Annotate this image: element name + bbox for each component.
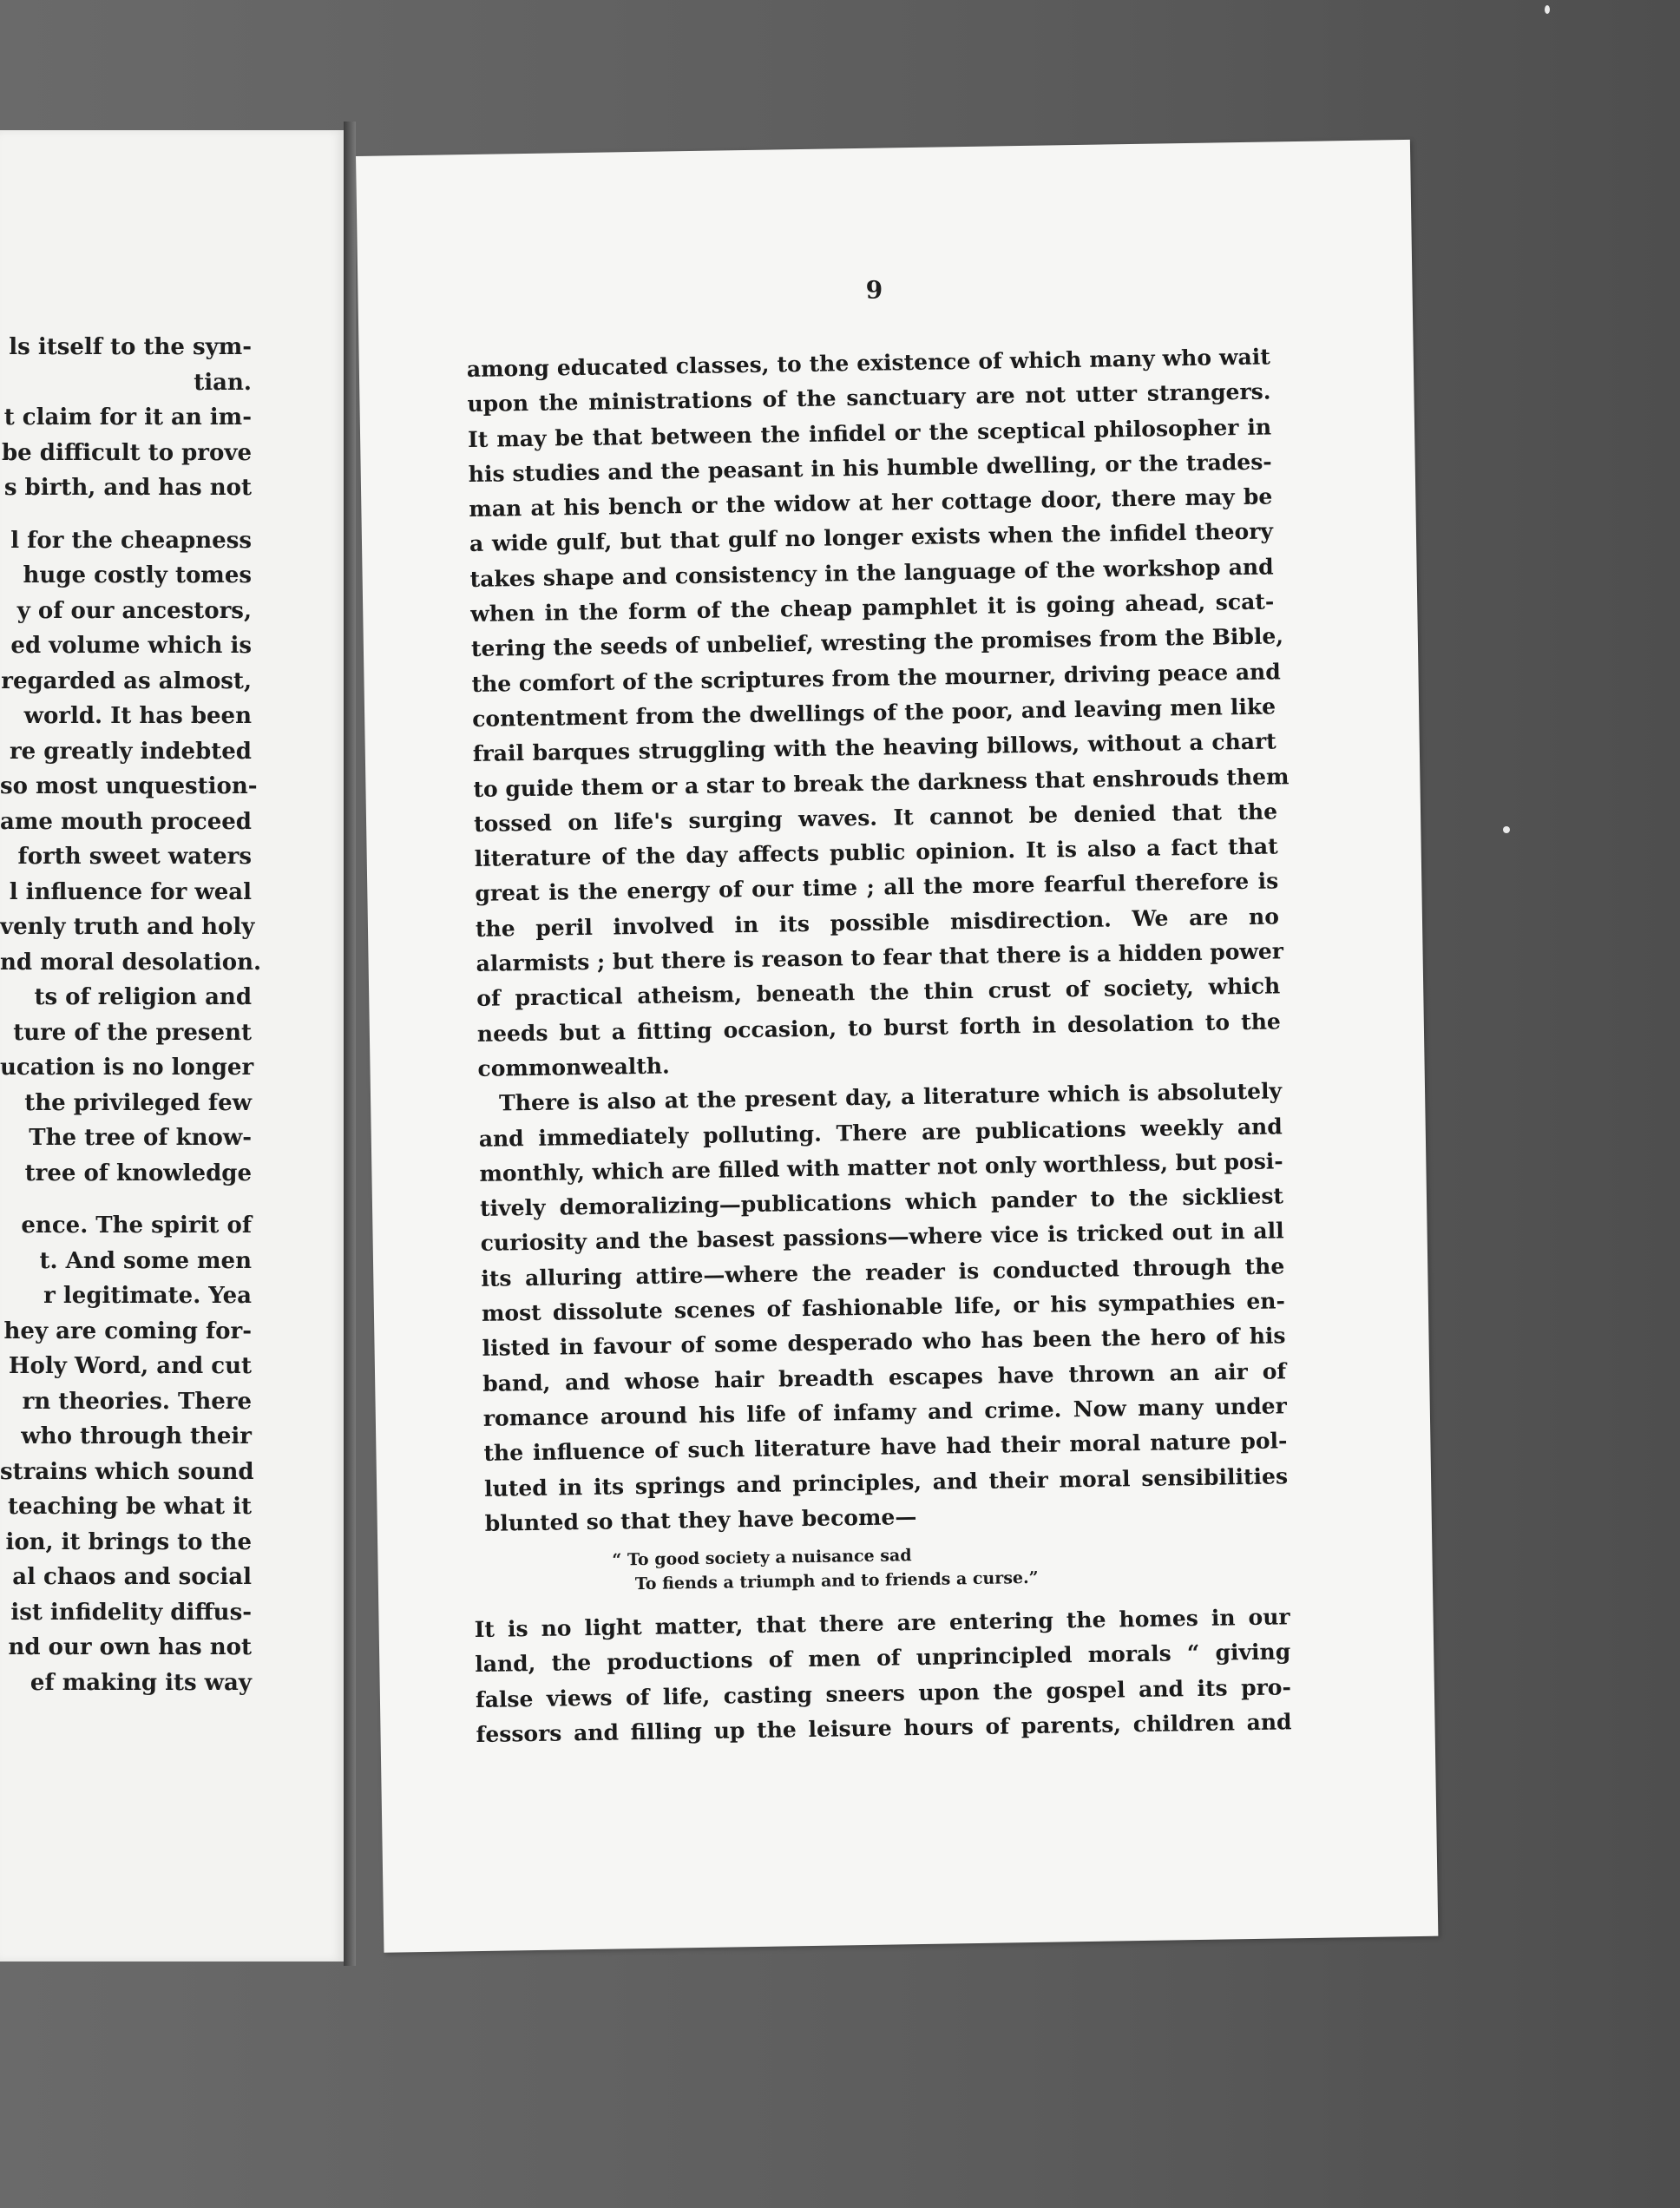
body-line: frail barques struggling with the heaving billows, without a chart: [472, 728, 1276, 767]
left-page-line: teaching be what it: [8, 1494, 252, 1520]
body-line: his studies and the peasant in his humble dwelling, or the trades-: [468, 449, 1272, 487]
left-page-line: ts of religion and: [34, 984, 252, 1010]
body-line: the comfort of the scriptures from the mourner, driving peace and: [471, 659, 1281, 697]
body-line: literature of the day affects public opinion. It is also a fact that: [474, 833, 1278, 872]
closing-paragraph: [474, 1600, 1291, 1752]
left-page-line: regarded as almost,: [1, 667, 252, 694]
body-line: the influence of such literature have had their moral nature pol-: [483, 1428, 1288, 1467]
body-line: tering the seeds of unbelief, wresting the promises from the Bible,: [470, 623, 1284, 662]
body-text: [467, 339, 1289, 1541]
right-page: [356, 140, 1438, 1953]
left-page-text: [0, 330, 262, 1700]
body-line: a wide gulf, but that gulf no longer exists when the infidel theory: [469, 518, 1274, 557]
body-line: romance around his life of infamy and crime. Now many under: [482, 1393, 1287, 1431]
left-page-line: so most unquestion-: [0, 773, 258, 799]
left-page-line: t. And some men: [39, 1247, 252, 1274]
body-line: alarmists ; but there is reason to fear that there is a hidden power: [476, 938, 1284, 976]
left-page-line: world. It has been: [23, 703, 252, 729]
quote-line: To fiends a triumph and to friends a curse.”: [634, 1568, 1039, 1594]
body-line: There is also at the present day, a literature which is absolutely: [498, 1078, 1283, 1116]
left-page-line: al chaos and social: [12, 1564, 252, 1590]
body-line: listed in favour of some desperado who has been the hero of his: [482, 1323, 1286, 1362]
body-line: curiosity and the basest passions—where vice is tricked out in all: [480, 1218, 1284, 1257]
body-line: when in the form of the cheap pamphlet it is going ahead, scat-: [470, 588, 1275, 628]
verse-quote: [612, 1539, 1220, 1597]
left-page-line: [0, 506, 252, 523]
left-page-line: Holy Word, and cut: [8, 1353, 252, 1379]
book-gutter: [344, 122, 356, 1966]
left-page-line: ls itself to the sym-: [9, 334, 252, 360]
left-page-line: l influence for weal: [9, 878, 252, 905]
body-line: commonwealth.: [477, 1053, 670, 1081]
left-page-line: l for the cheapness: [10, 527, 252, 554]
left-page-line: hey are coming for-: [3, 1318, 252, 1344]
left-page-line: ucation is no longer: [0, 1055, 254, 1081]
body-line: to guide them or a star to break the darkness that enshrouds them: [473, 763, 1290, 802]
left-page-line: ame mouth proceed: [0, 808, 252, 835]
body-line: false views of life, casting sneers upon the gospel and its pro-: [475, 1674, 1292, 1712]
left-page-line: strains which sound: [0, 1458, 254, 1485]
left-page-line: rn theories. There: [22, 1388, 252, 1415]
body-line: great is the energy of our time ; all the more fearful therefore is: [475, 868, 1279, 907]
body-line: man at his bench or the widow at her cottage door, there may be: [469, 483, 1273, 522]
body-line: land, the productions of men of unprincipled morals “ giving: [475, 1639, 1291, 1678]
body-line: luted in its springs and principles, and their moral sensibilities: [483, 1462, 1289, 1502]
left-page-line: tree of knowledge: [24, 1160, 252, 1186]
left-page-line: ion, it brings to the: [5, 1528, 252, 1555]
body-line: blunted so that they have become—: [484, 1503, 917, 1536]
left-page-line: ence. The spirit of: [21, 1212, 252, 1239]
left-page-line: ed volume which is: [10, 633, 252, 659]
body-line: among educated classes, to the existence of which many who wait: [466, 344, 1270, 383]
left-page-line: nd our own has not: [8, 1634, 252, 1660]
body-line: upon the ministrations of the sanctuary are not utter strangers.: [467, 378, 1271, 417]
body-line: tossed on life's surging waves. It cannot be denied that the: [473, 798, 1278, 837]
left-page-line: be difficult to prove: [2, 439, 252, 466]
body-line: contentment from the dwellings of the poor, and leaving men like: [471, 693, 1276, 732]
left-page-line: tian.: [194, 369, 252, 396]
dust-speck: [1545, 5, 1550, 14]
body-line: monthly, which are filled with matter not only worthless, but posi-: [479, 1148, 1283, 1186]
body-line: the peril involved in its possible misdirection. We are no: [475, 904, 1280, 942]
body-line: most dissolute scenes of fashionable life, or his sympathies en-: [481, 1288, 1286, 1326]
body-line: and immediately polluting. There are publications weekly and: [478, 1113, 1283, 1152]
left-page-line: ef making its way: [30, 1669, 252, 1696]
left-page-line: forth sweet waters: [17, 844, 252, 870]
left-page-line: y of our ancestors,: [16, 597, 252, 624]
body-line: of practical atheism, beneath the thin crust of society, which: [476, 973, 1281, 1012]
left-page-line: s birth, and has not: [3, 475, 252, 501]
left-page-line: nd moral desolation.: [0, 949, 262, 976]
left-page-line: r legitimate. Yea: [43, 1283, 252, 1309]
left-page: [0, 130, 344, 1962]
left-page-line: huge costly tomes: [23, 562, 252, 588]
left-page-line: re greatly indebted: [9, 738, 252, 765]
body-line: its alluring attire—where the reader is conducted through the: [481, 1253, 1285, 1291]
left-page-line: who through their: [21, 1423, 252, 1449]
page-number: 9: [865, 275, 883, 305]
left-page-line: venly truth and holy: [0, 914, 255, 940]
left-page-line: The tree of know-: [29, 1125, 252, 1151]
left-page-line: ist infidelity diffus-: [10, 1599, 252, 1626]
dust-speck: [1503, 826, 1510, 833]
body-line: It may be that between the infidel or the sceptical philosopher in: [467, 414, 1272, 452]
body-line: takes shape and consistency in the language of the workshop and: [469, 554, 1274, 592]
body-line: fessors and filling up the leisure hours of parents, children and: [476, 1709, 1292, 1748]
body-line: tively demoralizing—publications which pander to the sickliest: [479, 1183, 1284, 1222]
quote-line: “ To good society a nuisance sad: [612, 1546, 912, 1570]
body-line: It is no light matter, that there are entering the homes in our: [474, 1604, 1290, 1643]
body-line: band, and whose hair breadth escapes have thrown an air of: [482, 1357, 1287, 1396]
left-page-line: t claim for it an im-: [3, 404, 252, 430]
left-page-line: ture of the present: [13, 1019, 252, 1046]
left-page-line: the privileged few: [24, 1089, 252, 1116]
left-page-line: [0, 1191, 252, 1208]
body-line: needs but a fitting occasion, to burst forth in desolation to the: [476, 1009, 1282, 1047]
